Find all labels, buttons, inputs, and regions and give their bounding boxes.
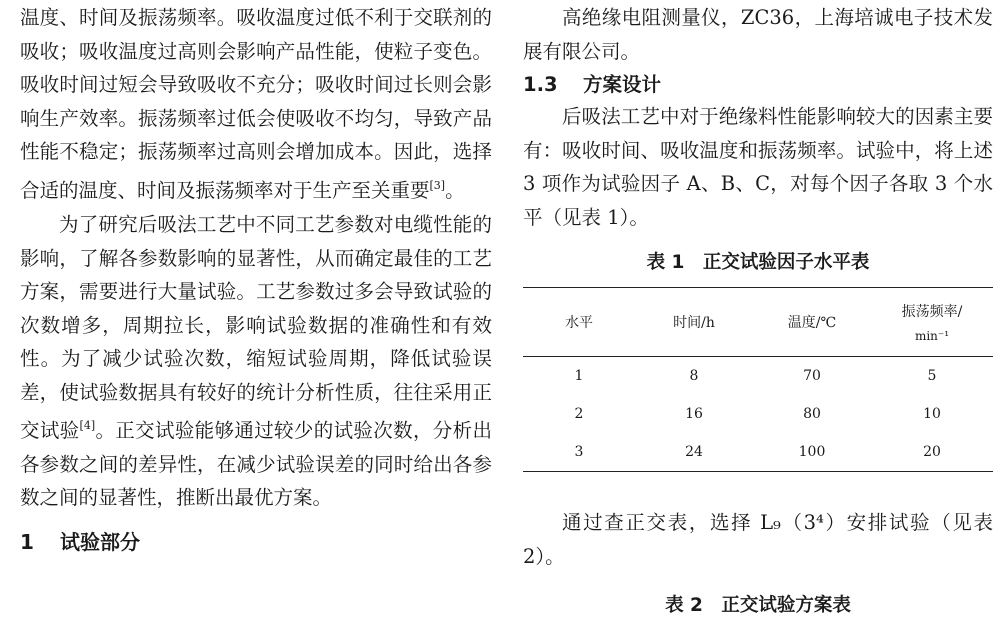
paragraph-text-end: 。正交试验能够通过较少的试验次数，分析出各参数之间的差异性，在减少试验误差的同时给出各参数之间的显著性，推断出最优方案。 bbox=[20, 419, 492, 509]
section-number: 1 bbox=[20, 529, 34, 554]
table2-caption: 表 2 正交试验方案表 bbox=[665, 595, 851, 616]
col-header-time: 时间/h bbox=[635, 288, 753, 357]
table-header-row bbox=[523, 288, 993, 357]
table-row bbox=[523, 395, 993, 433]
table-row bbox=[523, 357, 993, 396]
table-cell: 24 bbox=[635, 433, 753, 472]
table-cell: 70 bbox=[803, 368, 821, 384]
col-header-temperature-label: 温度/℃ bbox=[787, 315, 837, 331]
paragraph-instrument: 高绝缘电阻测量仪，ZC36，上海培诚电子技术发展有限公司。 bbox=[523, 6, 993, 63]
table1-caption: 表 1 正交试验因子水平表 bbox=[646, 252, 870, 273]
citation-4[interactable]: [4] bbox=[79, 419, 96, 432]
table-cell: 8 bbox=[689, 368, 699, 384]
section-title: 试验部分 bbox=[60, 529, 140, 554]
table-cell: 80 bbox=[803, 406, 821, 422]
paragraph-scheme-design: 后吸法工艺中对于绝缘料性能影响较大的因素主要有：吸收时间、吸收温度和振荡频率。试验中，将上述 3 项作为试验因子 A、B、C，对每个因子各取 3 个水平（见表 1）。 bbox=[523, 105, 993, 229]
paragraph-absorption-params bbox=[20, 1, 492, 207]
table-cell: 100 bbox=[753, 433, 871, 472]
table-cell: 3 bbox=[523, 433, 635, 472]
col-header-frequency-unit: min⁻¹ bbox=[914, 329, 950, 343]
table-cell: 16 bbox=[685, 406, 703, 422]
subsection-heading bbox=[523, 70, 993, 100]
subsection-number: 1.3 bbox=[523, 73, 558, 96]
table-row bbox=[523, 433, 993, 472]
subsection-title: 方案设计 bbox=[583, 73, 662, 96]
col-header-temperature bbox=[753, 288, 871, 357]
col-header-level: 水平 bbox=[523, 288, 635, 357]
right-column bbox=[523, 0, 993, 617]
table-cell: 2 bbox=[574, 406, 584, 422]
table-cell: 5 bbox=[927, 368, 937, 384]
section-heading bbox=[20, 527, 492, 557]
table-cell: 10 bbox=[923, 406, 941, 422]
left-column bbox=[20, 0, 492, 557]
factor-level-table bbox=[523, 287, 993, 472]
col-header-frequency bbox=[871, 288, 993, 357]
paragraph-orthogonal-array: 通过查正交表，选择 L₉（3⁴）安排试验（见表 2）。 bbox=[523, 511, 993, 568]
paragraph-orthogonal-test bbox=[20, 208, 492, 515]
col-header-frequency-label: 振荡频率/ bbox=[901, 304, 963, 320]
paragraph-text: 为了研究后吸法工艺中不同工艺参数对电缆性能的影响，了解各参数影响的显著性，从而确定最佳的工艺方案，需要进行大量试验。工艺参数过多会导致试验的次数增多，周期拉长，影响试验数据的准确性和有效性。为了减少试验次数，缩短试验周期，降低试验误差，使试验数据具有较好的统计分析性质，往往采用正交试验 bbox=[20, 213, 492, 442]
citation-3[interactable]: [3] bbox=[429, 178, 446, 192]
table-cell: 1 bbox=[574, 368, 584, 384]
paragraph-text-end: 。 bbox=[445, 178, 465, 202]
paragraph-text: 温度、时间及振荡频率。吸收温度过低不利于交联剂的吸收；吸收温度过高则会影响产品性能，使粒子变色。吸收时间过短会导致吸收不充分；吸收时间过长则会影响生产效率。振荡频率过低会使吸收不均匀，导致产品性能不稳定；振荡频率过高则会增加成本。因此，选择合适的温度、时间及振荡频率对于生产至关重要 bbox=[20, 6, 492, 202]
table-cell: 20 bbox=[871, 433, 993, 472]
